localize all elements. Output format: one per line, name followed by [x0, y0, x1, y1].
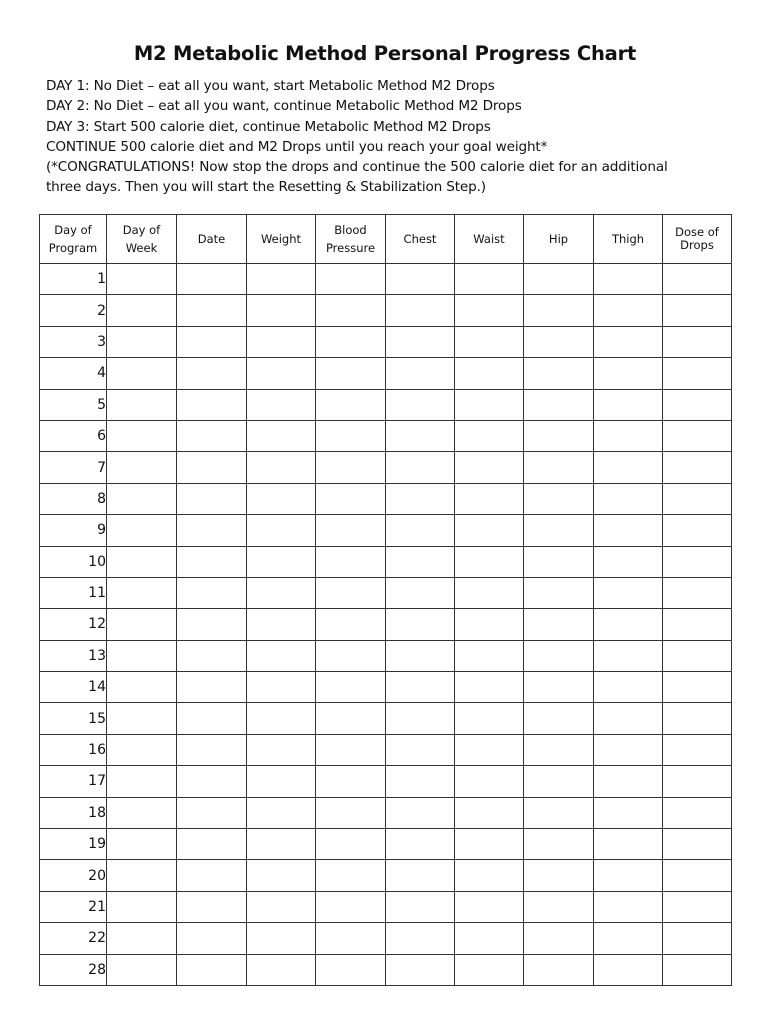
entry-cell[interactable]: [177, 891, 247, 922]
entry-cell[interactable]: [177, 420, 247, 451]
entry-cell[interactable]: [247, 891, 316, 922]
header-dose-of-drops: Dose of Drops: [663, 215, 732, 264]
entry-cell[interactable]: [663, 860, 732, 891]
entry-cell[interactable]: [247, 483, 316, 514]
entry-cell[interactable]: [177, 797, 247, 828]
day-number-cell: 28: [40, 954, 107, 985]
entry-cell[interactable]: [316, 546, 386, 577]
entry-cell[interactable]: [386, 829, 455, 860]
entry-cell[interactable]: [663, 389, 732, 420]
entry-cell[interactable]: [455, 295, 524, 326]
entry-cell[interactable]: [107, 923, 177, 954]
entry-cell[interactable]: [663, 891, 732, 922]
entry-cell[interactable]: [316, 515, 386, 546]
entry-cell[interactable]: [316, 609, 386, 640]
entry-cell[interactable]: [177, 640, 247, 671]
entry-cell[interactable]: [663, 546, 732, 577]
entry-cell[interactable]: [177, 515, 247, 546]
entry-cell[interactable]: [663, 954, 732, 985]
instruction-line: (*CONGRATULATIONS! Now stop the drops and continue the 500 calorie diet for an additional: [46, 159, 668, 176]
entry-cell[interactable]: [386, 703, 455, 734]
entry-cell[interactable]: [177, 577, 247, 608]
entry-cell[interactable]: [316, 358, 386, 389]
entry-cell[interactable]: [386, 295, 455, 326]
table-row: [40, 577, 732, 608]
day-number-cell: 21: [40, 891, 107, 922]
entry-cell[interactable]: [386, 609, 455, 640]
entry-cell[interactable]: [107, 703, 177, 734]
entry-cell[interactable]: [594, 483, 663, 514]
table-header-row: [40, 215, 732, 264]
entry-cell[interactable]: [316, 954, 386, 985]
entry-cell[interactable]: [386, 954, 455, 985]
entry-cell[interactable]: [316, 295, 386, 326]
entry-cell[interactable]: [524, 923, 594, 954]
table-row: [40, 452, 732, 483]
entry-cell[interactable]: [316, 452, 386, 483]
entry-cell[interactable]: [524, 891, 594, 922]
entry-cell[interactable]: [455, 609, 524, 640]
entry-cell[interactable]: [455, 546, 524, 577]
entry-cell[interactable]: [386, 515, 455, 546]
entry-cell[interactable]: [524, 264, 594, 295]
entry-cell[interactable]: [455, 358, 524, 389]
table-row: [40, 420, 732, 451]
entry-cell[interactable]: [455, 923, 524, 954]
entry-cell[interactable]: [524, 672, 594, 703]
entry-cell[interactable]: [247, 923, 316, 954]
entry-cell[interactable]: [663, 923, 732, 954]
entry-cell[interactable]: [524, 358, 594, 389]
table-row: [40, 515, 732, 546]
entry-cell[interactable]: [247, 264, 316, 295]
entry-cell[interactable]: [247, 389, 316, 420]
entry-cell[interactable]: [247, 546, 316, 577]
table-row: [40, 640, 732, 671]
entry-cell[interactable]: [594, 734, 663, 765]
entry-cell[interactable]: [386, 264, 455, 295]
entry-cell[interactable]: [107, 766, 177, 797]
table-row: [40, 264, 732, 295]
entry-cell[interactable]: [455, 672, 524, 703]
day-number-cell: 15: [40, 703, 107, 734]
entry-cell[interactable]: [455, 389, 524, 420]
entry-cell[interactable]: [386, 923, 455, 954]
day-number-cell: 1: [40, 264, 107, 295]
day-number-cell: 11: [40, 577, 107, 608]
entry-cell[interactable]: [386, 734, 455, 765]
entry-cell[interactable]: [386, 483, 455, 514]
entry-cell[interactable]: [107, 734, 177, 765]
entry-cell[interactable]: [386, 546, 455, 577]
entry-cell[interactable]: [386, 640, 455, 671]
entry-cell[interactable]: [663, 452, 732, 483]
day-number-cell: 12: [40, 609, 107, 640]
entry-cell[interactable]: [524, 546, 594, 577]
entry-cell[interactable]: [455, 891, 524, 922]
entry-cell[interactable]: [316, 734, 386, 765]
table-row: [40, 891, 732, 922]
header-blood-pressure: Blood Pressure: [316, 215, 386, 264]
entry-cell[interactable]: [455, 860, 524, 891]
entry-cell[interactable]: [455, 954, 524, 985]
entry-cell[interactable]: [107, 483, 177, 514]
entry-cell[interactable]: [107, 358, 177, 389]
entry-cell[interactable]: [247, 326, 316, 357]
day-number-cell: 18: [40, 797, 107, 828]
instruction-line: DAY 3: Start 500 calorie diet, continue Metabolic Method M2 Drops: [46, 118, 491, 135]
entry-cell[interactable]: [524, 829, 594, 860]
header-day-of-program: Day of Program: [40, 215, 107, 264]
table-row: [40, 483, 732, 514]
entry-cell[interactable]: [594, 295, 663, 326]
entry-cell[interactable]: [247, 452, 316, 483]
entry-cell[interactable]: [386, 389, 455, 420]
entry-cell[interactable]: [177, 954, 247, 985]
entry-cell[interactable]: [455, 734, 524, 765]
entry-cell[interactable]: [455, 577, 524, 608]
entry-cell[interactable]: [455, 452, 524, 483]
entry-cell[interactable]: [107, 860, 177, 891]
entry-cell[interactable]: [663, 483, 732, 514]
header-hip: Hip: [524, 215, 594, 264]
entry-cell[interactable]: [594, 640, 663, 671]
entry-cell[interactable]: [524, 577, 594, 608]
entry-cell[interactable]: [455, 703, 524, 734]
entry-cell[interactable]: [107, 891, 177, 922]
day-number-cell: 8: [40, 483, 107, 514]
table-row: [40, 923, 732, 954]
entry-cell[interactable]: [316, 577, 386, 608]
entry-cell[interactable]: [524, 295, 594, 326]
entry-cell[interactable]: [316, 420, 386, 451]
entry-cell[interactable]: [663, 609, 732, 640]
entry-cell[interactable]: [316, 766, 386, 797]
entry-cell[interactable]: [316, 797, 386, 828]
entry-cell[interactable]: [177, 672, 247, 703]
entry-cell[interactable]: [386, 577, 455, 608]
entry-cell[interactable]: [594, 797, 663, 828]
instruction-line: three days. Then you will start the Resetting & Stabilization Step.): [46, 179, 486, 196]
table-row: [40, 766, 732, 797]
entry-cell[interactable]: [316, 483, 386, 514]
entry-cell[interactable]: [594, 264, 663, 295]
entry-cell[interactable]: [455, 829, 524, 860]
entry-cell[interactable]: [663, 797, 732, 828]
entry-cell[interactable]: [594, 358, 663, 389]
entry-cell[interactable]: [247, 734, 316, 765]
instruction-line: CONTINUE 500 calorie diet and M2 Drops until you reach your goal weight*: [46, 138, 548, 155]
table-row: [40, 829, 732, 860]
entry-cell[interactable]: [386, 420, 455, 451]
entry-cell[interactable]: [316, 703, 386, 734]
day-number-cell: 3: [40, 326, 107, 357]
instructions: [46, 76, 746, 198]
entry-cell[interactable]: [594, 954, 663, 985]
entry-cell[interactable]: [594, 326, 663, 357]
day-number-cell: 22: [40, 923, 107, 954]
entry-cell[interactable]: [316, 923, 386, 954]
day-number-cell: 16: [40, 734, 107, 765]
day-number-cell: 13: [40, 640, 107, 671]
entry-cell[interactable]: [594, 860, 663, 891]
table-row: [40, 609, 732, 640]
entry-cell[interactable]: [455, 264, 524, 295]
day-number-cell: 19: [40, 829, 107, 860]
entry-cell[interactable]: [107, 295, 177, 326]
entry-cell[interactable]: [177, 860, 247, 891]
day-number-cell: 17: [40, 766, 107, 797]
entry-cell[interactable]: [663, 326, 732, 357]
entry-cell[interactable]: [247, 515, 316, 546]
entry-cell[interactable]: [455, 766, 524, 797]
table-row: [40, 672, 732, 703]
header-day-of-week: Day of Week: [107, 215, 177, 264]
table-row: [40, 954, 732, 985]
entry-cell[interactable]: [524, 609, 594, 640]
entry-cell[interactable]: [524, 766, 594, 797]
day-number-cell: 5: [40, 389, 107, 420]
table-row: [40, 389, 732, 420]
day-number-cell: 6: [40, 420, 107, 451]
day-number-cell: 14: [40, 672, 107, 703]
entry-cell[interactable]: [663, 703, 732, 734]
header-weight: Weight: [247, 215, 316, 264]
entry-cell[interactable]: [316, 860, 386, 891]
entry-cell[interactable]: [386, 766, 455, 797]
day-number-cell: 20: [40, 860, 107, 891]
entry-cell[interactable]: [177, 483, 247, 514]
entry-cell[interactable]: [107, 797, 177, 828]
entry-cell[interactable]: [177, 358, 247, 389]
entry-cell[interactable]: [524, 860, 594, 891]
entry-cell[interactable]: [663, 264, 732, 295]
entry-cell[interactable]: [455, 483, 524, 514]
entry-cell[interactable]: [316, 264, 386, 295]
entry-cell[interactable]: [386, 860, 455, 891]
entry-cell[interactable]: [247, 640, 316, 671]
entry-cell[interactable]: [316, 326, 386, 357]
entry-cell[interactable]: [107, 420, 177, 451]
entry-cell[interactable]: [594, 515, 663, 546]
entry-cell[interactable]: [455, 420, 524, 451]
entry-cell[interactable]: [107, 640, 177, 671]
entry-cell[interactable]: [247, 829, 316, 860]
day-number-cell: 9: [40, 515, 107, 546]
entry-cell[interactable]: [524, 703, 594, 734]
entry-cell[interactable]: [594, 577, 663, 608]
entry-cell[interactable]: [107, 829, 177, 860]
entry-cell[interactable]: [316, 672, 386, 703]
entry-cell[interactable]: [663, 515, 732, 546]
table-row: [40, 326, 732, 357]
entry-cell[interactable]: [247, 358, 316, 389]
entry-cell[interactable]: [177, 452, 247, 483]
entry-cell[interactable]: [247, 577, 316, 608]
entry-cell[interactable]: [107, 609, 177, 640]
table-row: [40, 734, 732, 765]
day-number-cell: 2: [40, 295, 107, 326]
instruction-line: DAY 1: No Diet – eat all you want, start Metabolic Method M2 Drops: [46, 78, 495, 94]
entry-cell[interactable]: [524, 483, 594, 514]
entry-cell[interactable]: [247, 420, 316, 451]
entry-cell[interactable]: [455, 515, 524, 546]
entry-cell[interactable]: [594, 546, 663, 577]
entry-cell[interactable]: [594, 703, 663, 734]
entry-cell[interactable]: [247, 860, 316, 891]
instruction-line: DAY 2: No Diet – eat all you want, continue Metabolic Method M2 Drops: [46, 98, 522, 115]
entry-cell[interactable]: [386, 797, 455, 828]
entry-cell[interactable]: [177, 264, 247, 295]
entry-cell[interactable]: [107, 546, 177, 577]
entry-cell[interactable]: [177, 766, 247, 797]
entry-cell[interactable]: [177, 829, 247, 860]
entry-cell[interactable]: [524, 797, 594, 828]
table-row: [40, 797, 732, 828]
entry-cell[interactable]: [386, 358, 455, 389]
entry-cell[interactable]: [177, 326, 247, 357]
entry-cell[interactable]: [663, 672, 732, 703]
entry-cell[interactable]: [316, 829, 386, 860]
entry-cell[interactable]: [177, 734, 247, 765]
header-chest: Chest: [386, 215, 455, 264]
header-thigh: Thigh: [594, 215, 663, 264]
page-title: M2 Metabolic Method Personal Progress Chart: [133, 42, 637, 65]
entry-cell[interactable]: [524, 954, 594, 985]
entry-cell[interactable]: [455, 640, 524, 671]
entry-cell[interactable]: [107, 264, 177, 295]
entry-cell[interactable]: [107, 577, 177, 608]
entry-cell[interactable]: [524, 389, 594, 420]
entry-cell[interactable]: [247, 797, 316, 828]
entry-cell[interactable]: [594, 829, 663, 860]
entry-cell[interactable]: [107, 515, 177, 546]
entry-cell[interactable]: [247, 295, 316, 326]
entry-cell[interactable]: [663, 420, 732, 451]
day-number-cell: 10: [40, 546, 107, 577]
entry-cell[interactable]: [177, 703, 247, 734]
entry-cell[interactable]: [247, 766, 316, 797]
entry-cell[interactable]: [316, 891, 386, 922]
entry-cell[interactable]: [524, 326, 594, 357]
entry-cell[interactable]: [594, 420, 663, 451]
entry-cell[interactable]: [386, 891, 455, 922]
table-row: [40, 860, 732, 891]
entry-cell[interactable]: [524, 452, 594, 483]
header-date: Date: [177, 215, 247, 264]
entry-cell[interactable]: [524, 420, 594, 451]
entry-cell[interactable]: [386, 672, 455, 703]
entry-cell[interactable]: [247, 609, 316, 640]
entry-cell[interactable]: [663, 577, 732, 608]
entry-cell[interactable]: [594, 923, 663, 954]
entry-cell[interactable]: [247, 703, 316, 734]
table-row: [40, 703, 732, 734]
entry-cell[interactable]: [386, 452, 455, 483]
table-body: [40, 264, 732, 986]
entry-cell[interactable]: [663, 734, 732, 765]
day-number-cell: 7: [40, 452, 107, 483]
entry-cell[interactable]: [663, 766, 732, 797]
entry-cell[interactable]: [386, 326, 455, 357]
header-waist: Waist: [455, 215, 524, 264]
entry-cell[interactable]: [177, 609, 247, 640]
table-row: [40, 546, 732, 577]
table-row: [40, 358, 732, 389]
entry-cell[interactable]: [177, 923, 247, 954]
progress-table: [39, 214, 732, 986]
entry-cell[interactable]: [107, 452, 177, 483]
entry-cell[interactable]: [455, 326, 524, 357]
entry-cell[interactable]: [594, 389, 663, 420]
entry-cell[interactable]: [107, 954, 177, 985]
entry-cell[interactable]: [663, 358, 732, 389]
day-number-cell: 4: [40, 358, 107, 389]
entry-cell[interactable]: [524, 734, 594, 765]
entry-cell[interactable]: [663, 295, 732, 326]
entry-cell[interactable]: [594, 452, 663, 483]
table-row: [40, 295, 732, 326]
entry-cell[interactable]: [177, 295, 247, 326]
entry-cell[interactable]: [594, 672, 663, 703]
entry-cell[interactable]: [107, 326, 177, 357]
entry-cell[interactable]: [524, 640, 594, 671]
entry-cell[interactable]: [107, 389, 177, 420]
entry-cell[interactable]: [663, 640, 732, 671]
entry-cell[interactable]: [247, 954, 316, 985]
entry-cell[interactable]: [247, 672, 316, 703]
entry-cell[interactable]: [107, 672, 177, 703]
entry-cell[interactable]: [177, 546, 247, 577]
entry-cell[interactable]: [316, 389, 386, 420]
entry-cell[interactable]: [594, 766, 663, 797]
entry-cell[interactable]: [594, 609, 663, 640]
entry-cell[interactable]: [177, 389, 247, 420]
entry-cell[interactable]: [524, 515, 594, 546]
entry-cell[interactable]: [316, 640, 386, 671]
entry-cell[interactable]: [455, 797, 524, 828]
entry-cell[interactable]: [663, 829, 732, 860]
entry-cell[interactable]: [594, 891, 663, 922]
